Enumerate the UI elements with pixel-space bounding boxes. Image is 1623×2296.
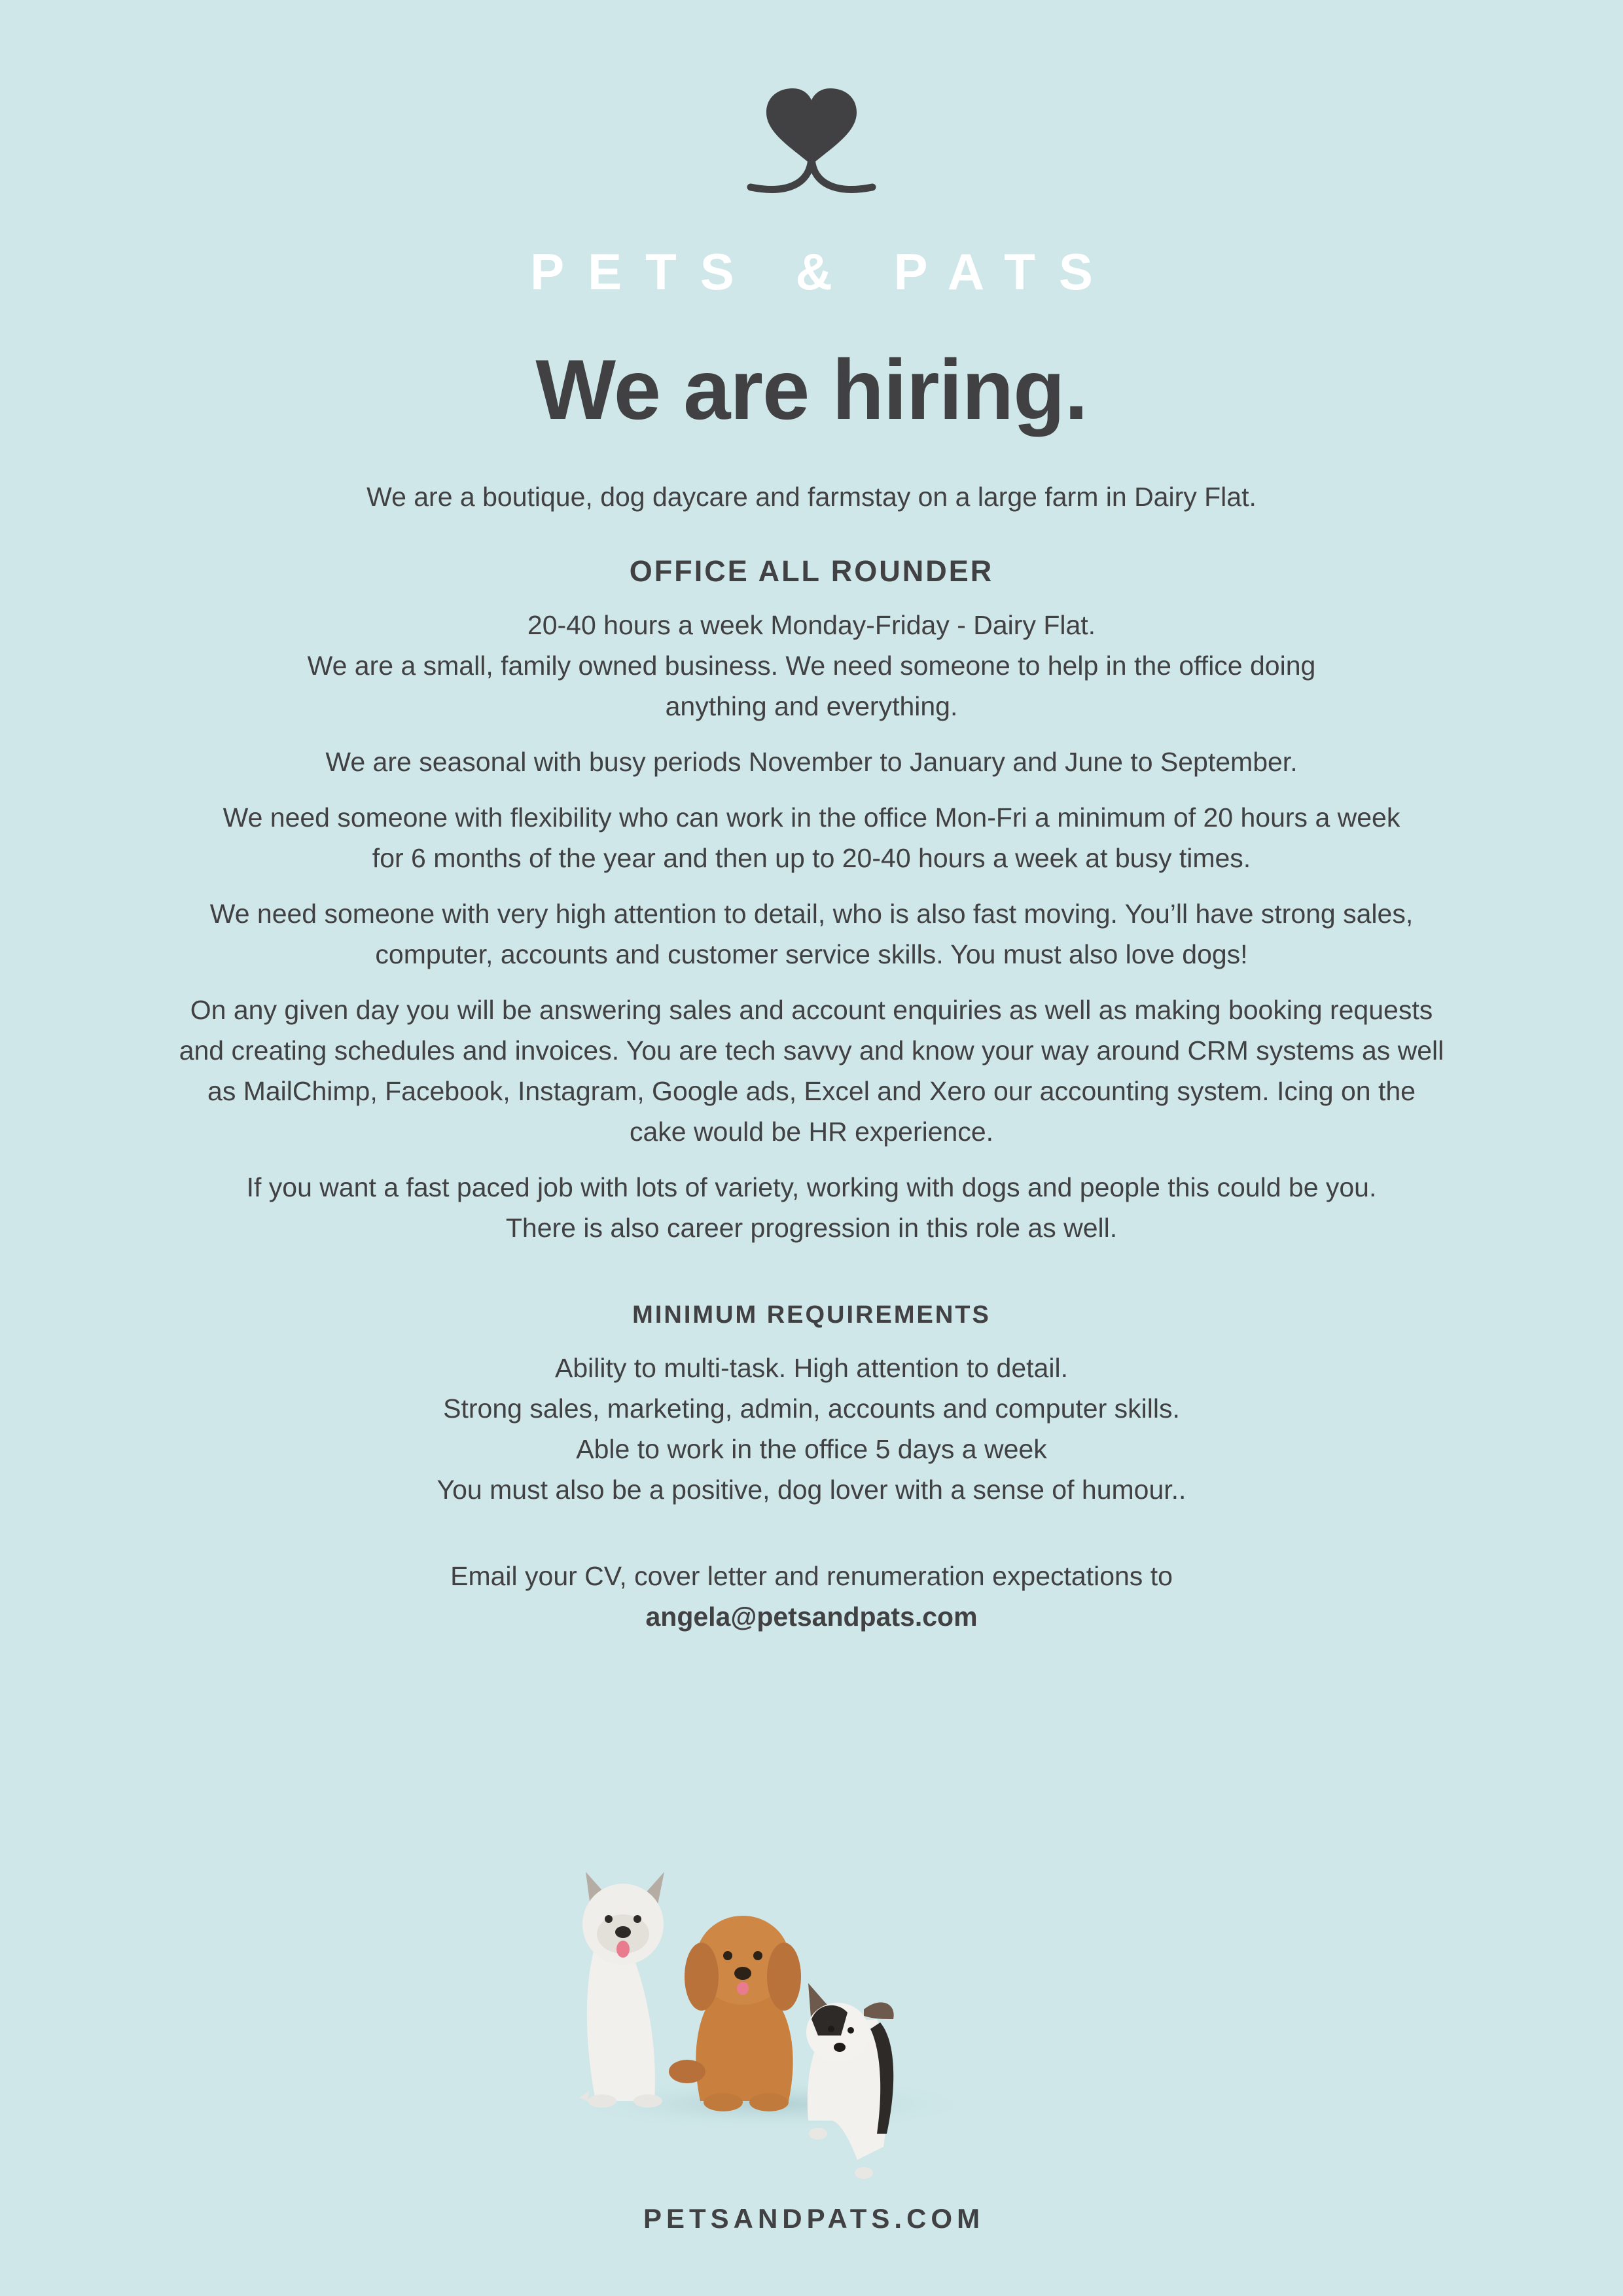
requirement-item: You must also be a positive, dog lover with a sense of humour.. [437, 1475, 1186, 1505]
flex-text-line-2: for 6 months of the year and then up to 20-40 hours a week at busy times. [372, 843, 1251, 873]
about-text-line-2: anything and everything. [665, 691, 958, 721]
about-text-line-1: We are a small, family owned business. We need someone to help in the office doing [307, 651, 1316, 681]
job-description [92, 476, 1531, 1637]
duties-text-line-3: as MailChimp, Facebook, Instagram, Google ads, Excel and Xero our accounting system. Icing on the [207, 1076, 1416, 1106]
duties-text-line-4: cake would be HR experience. [629, 1117, 994, 1147]
heart-nose-icon [743, 85, 880, 203]
detail-text-line-1: We need someone with very high attention to detail, who is also fast moving. You’ll have strong sales, [209, 899, 1414, 929]
requirement-item: Strong sales, marketing, admin, accounts and computer skills. [443, 1393, 1180, 1424]
white-terrier-image [579, 1872, 664, 2108]
jack-russell-image [806, 1983, 894, 2179]
flex-text-line-1: We need someone with flexibility who can work in the office Mon-Fri a minimum of 20 hours a week [223, 802, 1400, 833]
detail-text-line-2: computer, accounts and customer service skills. You must also love dogs! [375, 939, 1248, 969]
cavoodle-image [669, 1916, 801, 2111]
apply-text: Email your CV, cover letter and renumeration expectations to [450, 1561, 1173, 1591]
requirement-item: Ability to multi-task. High attention to detail. [555, 1353, 1068, 1383]
pace-text-line-2: There is also career progression in this role as well. [505, 1213, 1118, 1243]
page-title: We are hiring. [535, 342, 1088, 437]
requirements-list [92, 1348, 1531, 1510]
intro-text: We are a boutique, dog daycare and farmstay on a large farm in Dairy Flat. [366, 482, 1257, 512]
hours-text: 20-40 hours a week Monday-Friday - Dairy Flat. [527, 610, 1096, 640]
requirement-item: Able to work in the office 5 days a week [576, 1434, 1047, 1464]
seasonal-text: We are seasonal with busy periods November to January and June to September. [325, 747, 1298, 777]
duties-text-line-2: and creating schedules and invoices. You are tech savvy and know your way around CRM systems as well [179, 1035, 1444, 1066]
website-link[interactable]: PETSANDPATS.COM [643, 2203, 985, 2234]
duties-text-line-1: On any given day you will be answering sales and account enquiries as well as making booking requests [190, 995, 1433, 1025]
brand-name: PETS & PATS [530, 243, 1116, 300]
dogs-photo [550, 1793, 1073, 2199]
apply-email-link[interactable]: angela@petsandpats.com [645, 1602, 978, 1632]
role-title: OFFICE ALL ROUNDER [629, 554, 994, 588]
requirements-title: MINIMUM REQUIREMENTS [632, 1301, 991, 1329]
pace-text-line-1: If you want a fast paced job with lots of variety, working with dogs and people this could be you. [246, 1172, 1377, 1202]
